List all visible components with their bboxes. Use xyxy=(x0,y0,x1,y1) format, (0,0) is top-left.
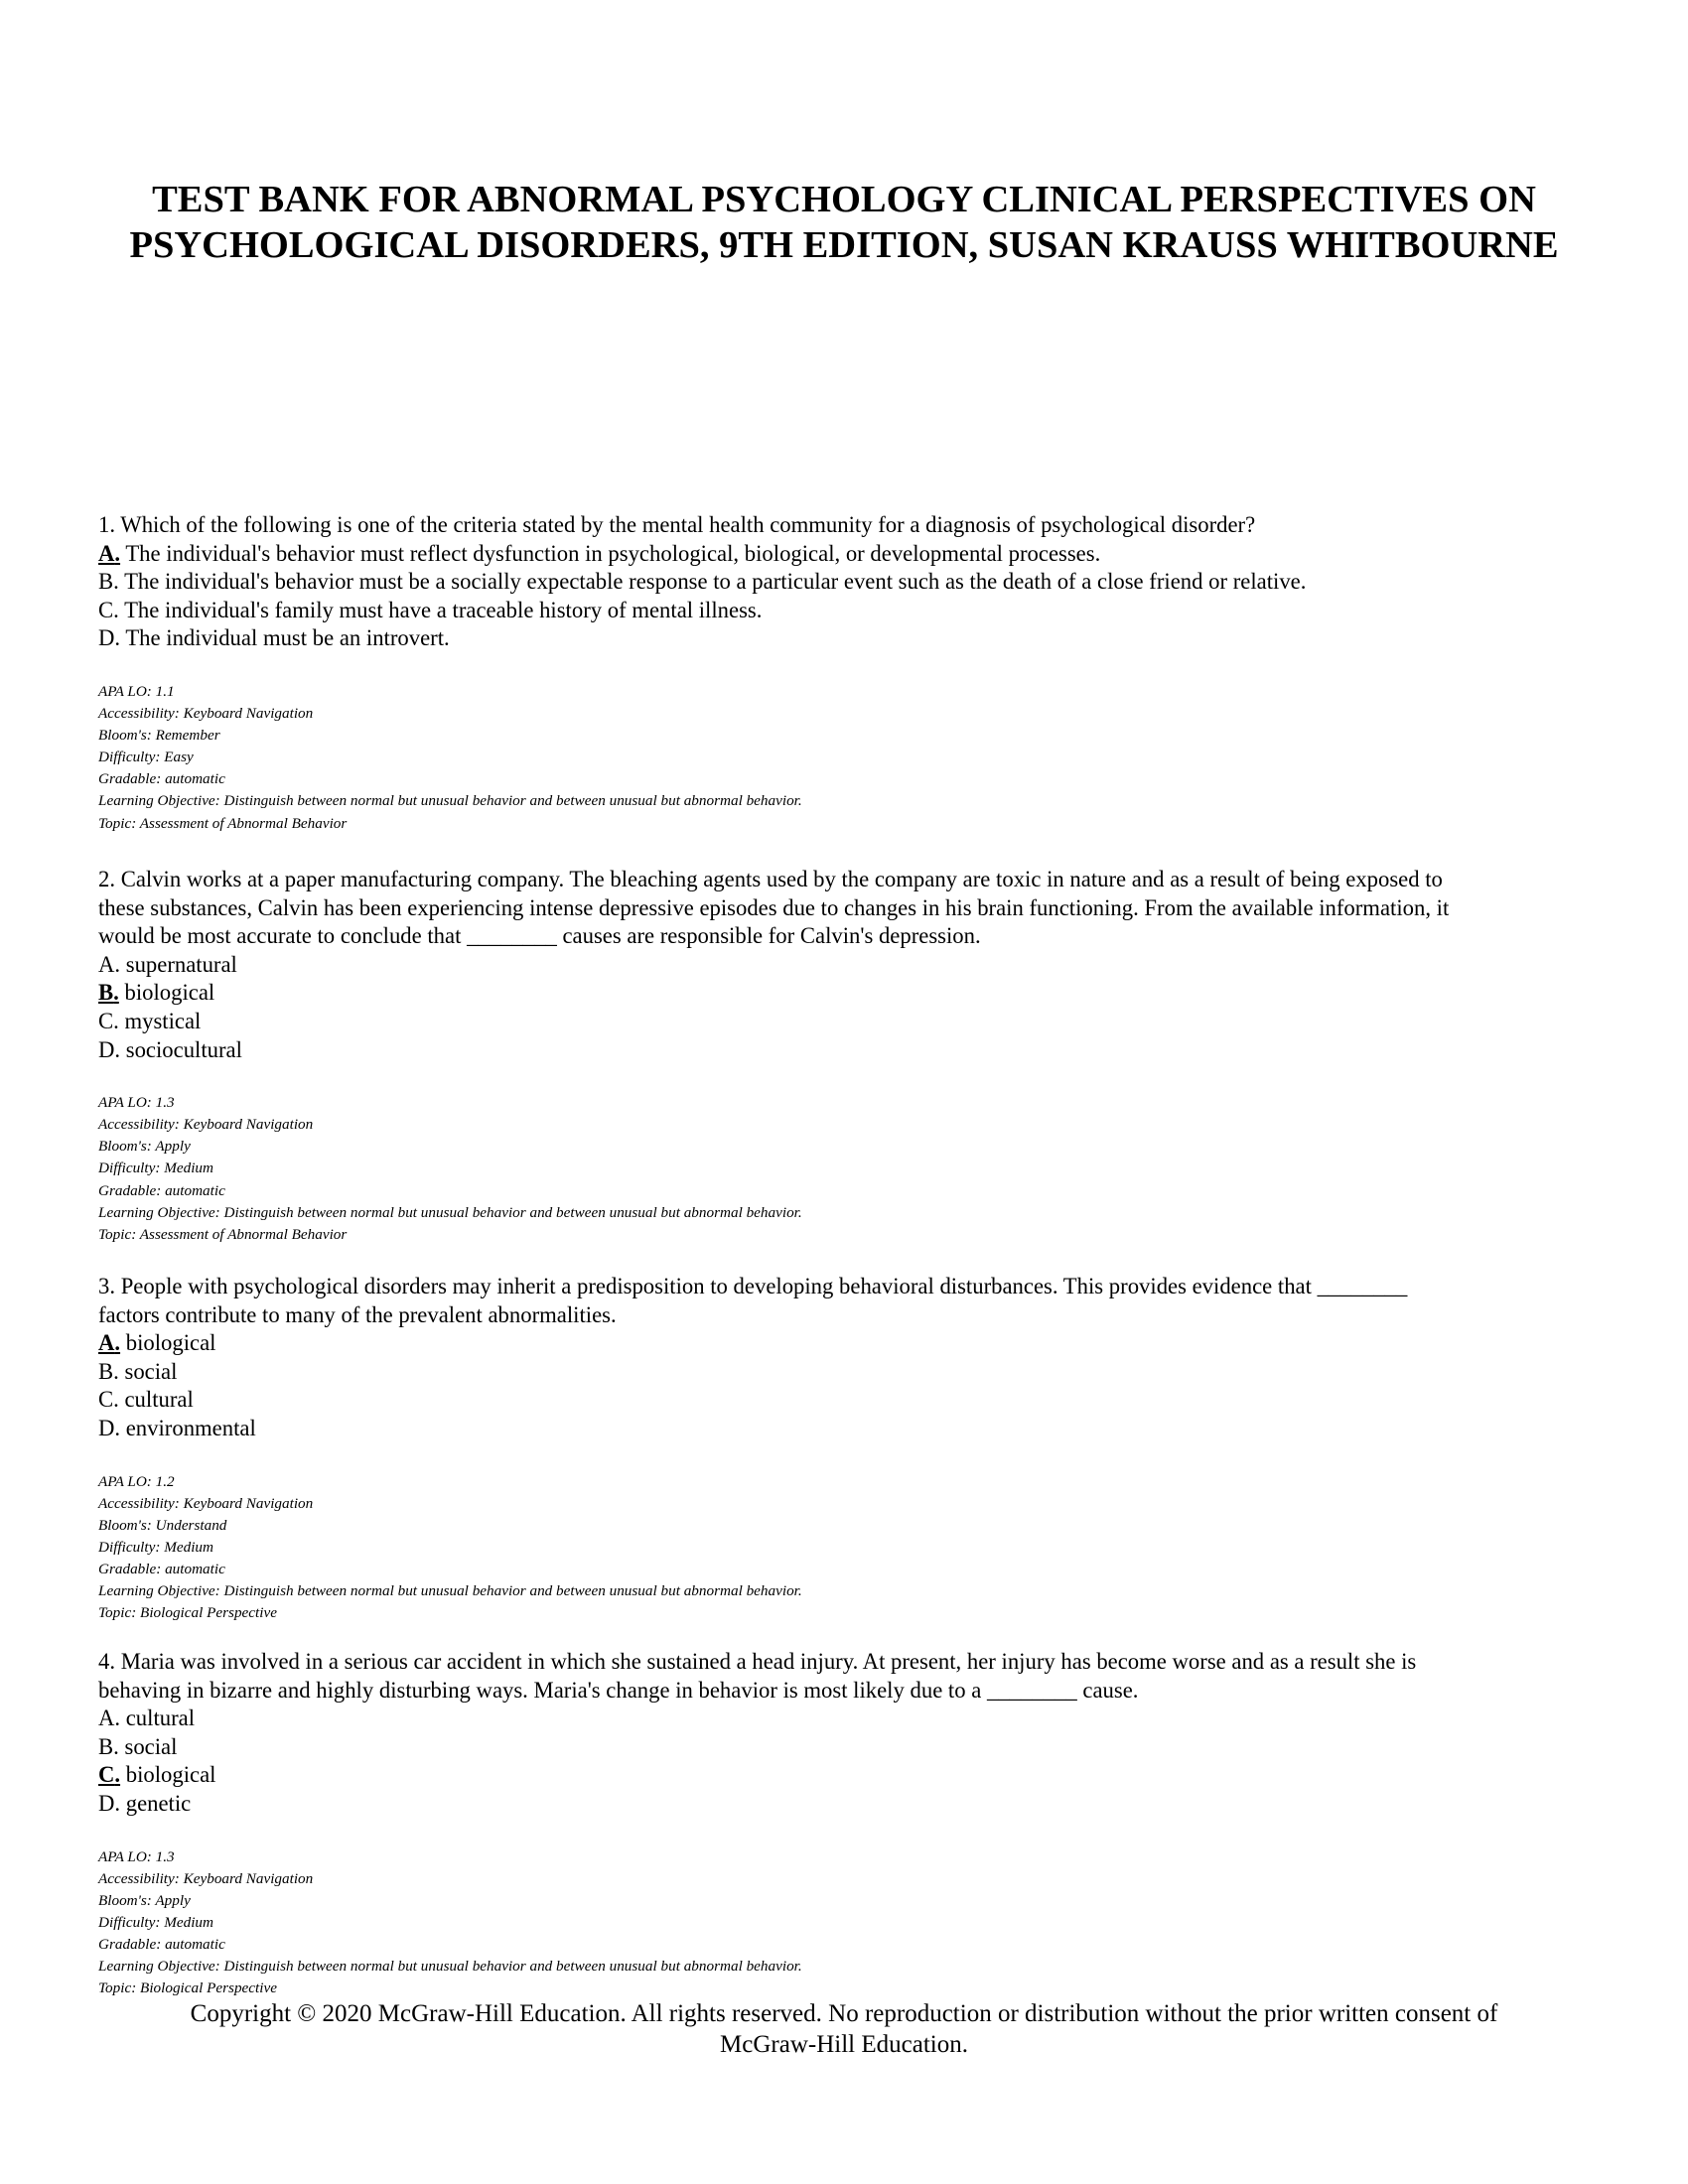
question-metadata xyxy=(98,1471,1598,1625)
question-stem xyxy=(98,1273,1598,1329)
stem-line: behaving in bizarre and highly disturbing ways. Maria's change in behavior is most likely due to a ________ cause. xyxy=(98,1677,1139,1703)
meta-topic: Topic: Biological Perspective xyxy=(98,1979,277,1997)
option-b xyxy=(98,1733,1598,1762)
meta-learning-objective: Learning Objective: Distinguish between normal but unusual behavior and between unusual but abnormal behavior. xyxy=(98,1203,802,1221)
meta-gradable: Gradable: automatic xyxy=(98,1560,225,1577)
option-letter: C. xyxy=(98,1387,119,1413)
option-a xyxy=(98,1329,1598,1358)
answer-options xyxy=(98,1705,1598,1818)
option-letter: C. xyxy=(98,1008,119,1033)
question-metadata xyxy=(98,681,1598,835)
option-letter: D. xyxy=(98,1790,121,1816)
option-letter: B. xyxy=(98,569,119,595)
stem-line: 2. Calvin works at a paper manufacturing company. The bleaching agents used by the company are toxic in nature and as a result of being exposed to xyxy=(98,867,1443,891)
option-text: The individual's family must have a traceable history of mental illness. xyxy=(124,597,763,622)
option-text: sociocultural xyxy=(125,1036,242,1062)
option-letter: B. xyxy=(98,1733,119,1759)
option-text: The individual's behavior must reflect dysfunction in psychological, biological, or developmental processes. xyxy=(125,540,1101,566)
meta-accessibility: Accessibility: Keyboard Navigation xyxy=(98,705,314,723)
option-a xyxy=(98,1705,1598,1733)
option-letter: B. xyxy=(98,1358,119,1384)
option-text: biological xyxy=(125,1762,216,1788)
option-text: environmental xyxy=(125,1415,256,1440)
answer-options xyxy=(98,951,1598,1064)
correct-option-letter: A. xyxy=(98,540,121,566)
option-a xyxy=(98,540,1598,569)
question-metadata xyxy=(98,1092,1598,1246)
meta-difficulty: Difficulty: Medium xyxy=(98,1538,213,1556)
question-4 xyxy=(98,1648,1598,1999)
answer-options xyxy=(98,540,1598,653)
option-letter: D. xyxy=(98,1415,121,1440)
stem-line: 3. People with psychological disorders may inherit a predisposition to developing behavioral disturbances. This provides evidence that ________ xyxy=(98,1274,1408,1298)
option-text: The individual's behavior must be a socially expectable response to a particular event such as the death of a close friend or relative. xyxy=(124,569,1307,595)
footer-line-2: McGraw-Hill Education. xyxy=(720,2031,968,2058)
correct-option-letter: B. xyxy=(98,980,119,1006)
option-c xyxy=(98,1761,1598,1790)
option-c xyxy=(98,597,1598,625)
option-letter: A. xyxy=(98,1706,121,1731)
option-text: The individual must be an introvert. xyxy=(125,625,450,651)
meta-apa-lo: APA LO: 1.3 xyxy=(98,1094,175,1112)
meta-topic: Topic: Biological Perspective xyxy=(98,1604,277,1622)
meta-topic: Topic: Assessment of Abnormal Behavior xyxy=(98,1225,348,1243)
option-text: supernatural xyxy=(125,951,237,977)
meta-apa-lo: APA LO: 1.3 xyxy=(98,1847,175,1865)
correct-option-letter: C. xyxy=(98,1762,121,1788)
option-letter: D. xyxy=(98,1036,121,1062)
meta-blooms: Bloom's: Understand xyxy=(98,1516,227,1534)
meta-blooms: Bloom's: Remember xyxy=(98,727,220,745)
option-letter: C. xyxy=(98,597,119,622)
option-text: biological xyxy=(124,980,215,1006)
option-text: mystical xyxy=(124,1008,202,1033)
meta-gradable: Gradable: automatic xyxy=(98,770,225,788)
meta-accessibility: Accessibility: Keyboard Navigation xyxy=(98,1116,314,1134)
question-2 xyxy=(98,866,1598,1246)
stem-line: these substances, Calvin has been experiencing intense depressive episodes due to changes in his brain functioning. From the available information, it xyxy=(98,894,1450,920)
meta-blooms: Bloom's: Apply xyxy=(98,1138,191,1156)
correct-option-letter: A. xyxy=(98,1330,121,1356)
stem-line: 1. Which of the following is one of the criteria stated by the mental health community for a diagnosis of psychological disorder? xyxy=(98,512,1256,537)
meta-difficulty: Difficulty: Medium xyxy=(98,1160,213,1177)
question-metadata xyxy=(98,1846,1598,2000)
question-stem xyxy=(98,866,1598,951)
question-stem xyxy=(98,511,1598,540)
option-text: cultural xyxy=(125,1706,196,1731)
option-text: social xyxy=(124,1733,178,1759)
question-stem xyxy=(98,1648,1598,1705)
option-a xyxy=(98,951,1598,980)
meta-accessibility: Accessibility: Keyboard Navigation xyxy=(98,1494,314,1512)
meta-gradable: Gradable: automatic xyxy=(98,1935,225,1953)
meta-learning-objective: Learning Objective: Distinguish between normal but unusual behavior and between unusual but abnormal behavior. xyxy=(98,1958,802,1976)
meta-learning-objective: Learning Objective: Distinguish between normal but unusual behavior and between unusual but abnormal behavior. xyxy=(98,1582,802,1600)
option-d xyxy=(98,1415,1598,1443)
meta-apa-lo: APA LO: 1.2 xyxy=(98,1472,175,1490)
option-b xyxy=(98,568,1598,597)
meta-blooms: Bloom's: Apply xyxy=(98,1891,191,1909)
copyright-footer xyxy=(99,1998,1589,2060)
meta-difficulty: Difficulty: Medium xyxy=(98,1913,213,1931)
question-3 xyxy=(98,1273,1598,1624)
stem-line: 4. Maria was involved in a serious car accident in which she sustained a head injury. At present, her injury has become worse and as a result she is xyxy=(98,1649,1417,1674)
title-line-2: PSYCHOLOGICAL DISORDERS, 9TH EDITION, SUSAN KRAUSS WHITBOURNE xyxy=(129,224,1559,266)
option-letter: A. xyxy=(98,951,121,977)
meta-gradable: Gradable: automatic xyxy=(98,1181,225,1199)
document-title xyxy=(99,177,1589,268)
footer-line-1: Copyright © 2020 McGraw-Hill Education. All rights reserved. No reproduction or distribution without the prior written consent of xyxy=(190,2000,1498,2027)
option-text: cultural xyxy=(124,1387,194,1413)
title-line-1: TEST BANK FOR ABNORMAL PSYCHOLOGY CLINICAL PERSPECTIVES ON xyxy=(152,179,1536,220)
meta-apa-lo: APA LO: 1.1 xyxy=(98,682,175,700)
option-b xyxy=(98,979,1598,1008)
option-c xyxy=(98,1008,1598,1036)
answer-options xyxy=(98,1329,1598,1442)
stem-line: factors contribute to many of the prevalent abnormalities. xyxy=(98,1301,617,1327)
meta-topic: Topic: Assessment of Abnormal Behavior xyxy=(98,814,348,832)
stem-line: would be most accurate to conclude that ________ causes are responsible for Calvin's depression. xyxy=(98,923,981,949)
option-b xyxy=(98,1358,1598,1387)
question-1 xyxy=(98,511,1598,835)
option-c xyxy=(98,1386,1598,1415)
option-letter: D. xyxy=(98,625,121,651)
option-text: genetic xyxy=(125,1790,192,1816)
option-text: social xyxy=(124,1358,178,1384)
option-text: biological xyxy=(125,1330,216,1356)
option-d xyxy=(98,1036,1598,1065)
option-d xyxy=(98,1790,1598,1819)
meta-learning-objective: Learning Objective: Distinguish between normal but unusual behavior and between unusual but abnormal behavior. xyxy=(98,792,802,810)
meta-difficulty: Difficulty: Easy xyxy=(98,749,194,766)
option-d xyxy=(98,624,1598,653)
meta-accessibility: Accessibility: Keyboard Navigation xyxy=(98,1869,314,1887)
